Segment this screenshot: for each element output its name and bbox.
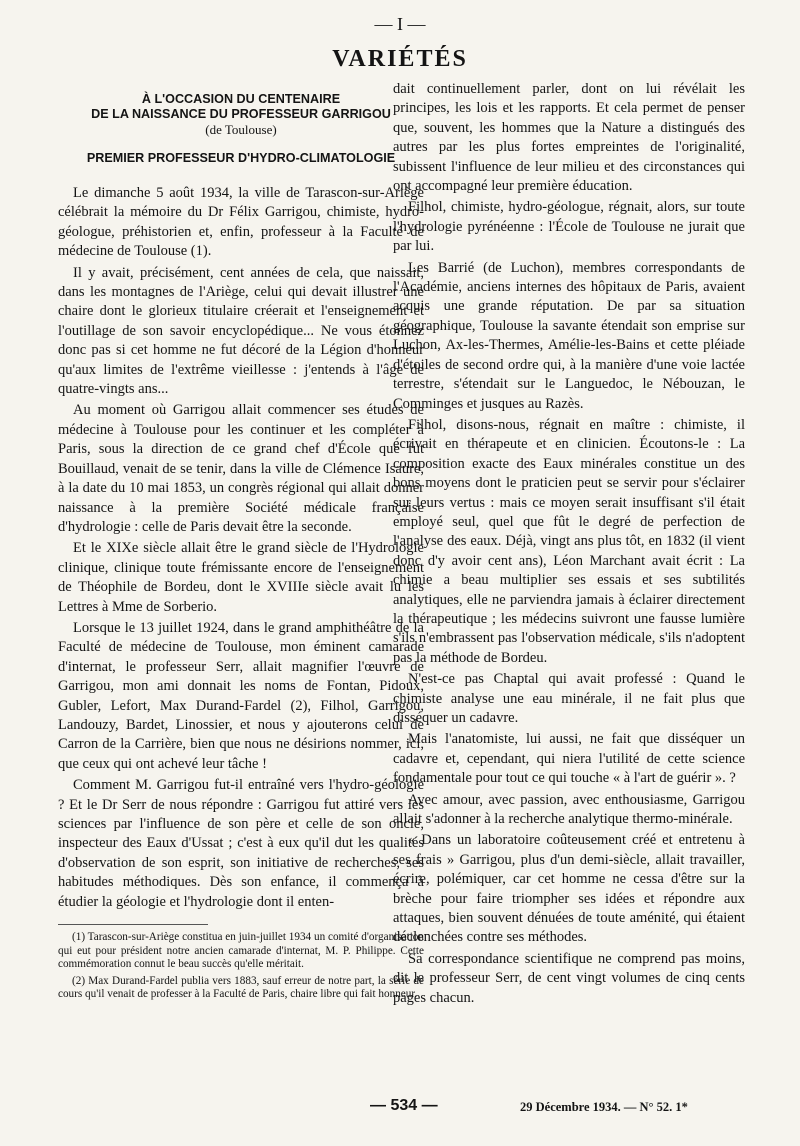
right-column <box>393 80 745 1008</box>
right-paragraph: Les Barrié (de Luchon), membres correspondants de l'Académie, anciens internes des hôpitaux de Paris, avaient acquis une grande réputation. De par sa situation géographique, Toulouse la savante étendait son emprise sur Luchon, Ax-les-Thermes, Amélie-les-Bains et cette pléiade d'étoiles de second ordre qui, à la manière d'une voie lactée terrestre, s'étendait sur le Languedoc, le Nébouzan, le Comminges et jusques au Razès. <box>393 259 745 412</box>
right-paragraph: dait continuellement parler, dont on lui révélait les principes, les lois et les rapports. Et cela permet de penser que, souvent, les hommes que la Nature a distingués des autres par les plus fortes empreintes de l'originalité, subissent l'influence de leur milieu et des circonstances qui ont accompagné leur première éducation. <box>393 81 745 195</box>
left-paragraph: Comment M. Garrigou fut-il entraîné vers l'hydro-géologie ? Et le Dr Serr de nous répondre : Garrigou fut attiré vers les sciences par l'influence de son père et celle de son oncle, inspecteur des Eaux d'Ussat ; c'est à eux qu'il dut les qualités d'observation de son esprit, son initiative de recherches, ses habitudes méthodiques. Dès son enfance, il commença à étudier la géologie et l'hydrologie dont il enten- <box>58 777 424 910</box>
left-paragraph: Le dimanche 5 août 1934, la ville de Tarascon-sur-Ariège célébrait la mémoire du Dr Félix Garrigou, chimiste, hydro-géologue, préhistorien et, enfin, professeur à la Faculté de médecine de Toulouse (1). <box>58 185 424 260</box>
article-heading-line-2: DE LA NAISSANCE DU PROFESSEUR GARRIGOU <box>91 107 391 121</box>
left-paragraph: Lorsque le 13 juillet 1924, dans le grand amphithéâtre de la Faculté de médecine de Toulouse, mon éminent camarade d'internat, le professeur Serr, allait magnifier l'œuvre de Garrigou, mon ami donnait les noms de Fontan, Pidoux, Gubler, Lefort, Max Durand-Fardel (2), Filhol, Garrigou, Landouzy, Bardet, Linossier, et nous y ajouterons celui de Carron de la Carrière, bien que nous ne désirions nommer, ici, que ceux qui ont achevé leur tâche ! <box>58 619 424 772</box>
left-column <box>58 92 424 1002</box>
right-paragraph: Mais l'anatomiste, lui aussi, ne fait que disséquer un cadavre et, cependant, qui niera l'utilité de cette science fondamentale pour tout ce qui touche « à l'art de guérir ». ? <box>393 731 745 787</box>
right-paragraph: N'est-ce pas Chaptal qui avait professé : Quand le chimiste analyse une eau minérale, il ne fait plus que disséquer un cadavre. <box>393 671 745 726</box>
left-paragraph: Au moment où Garrigou allait commencer ses études de médecine à Toulouse pour les continuer et les compléter à Paris, sous la direction de ce grand chef d'École que fut Bouillaud, venait de se tenir, dans la ville de Clémence Isaure, à la date du 10 mai 1853, un congrès régional qui allait donner naissance à la première Société médicale française d'hydrologie : celle de Paris devait être la seconde. <box>58 402 424 535</box>
top-page-mark: — I — <box>374 14 426 34</box>
article-heading-line-1: À L'OCCASION DU CENTENAIRE <box>141 92 341 106</box>
right-paragraph: Avec amour, avec passion, avec enthousiasme, Garrigou allait s'adonner à la recherche analytique thermo-minérale. <box>393 791 745 828</box>
article-heading-line-3: (de Toulouse) <box>205 122 277 137</box>
page-footer <box>0 1097 800 1121</box>
right-paragraph: « Dans un laboratoire coûteusement créé et entretenu à ses frais » Garrigou, plus d'un demi-siècle, allait travailler, écrire, polémiquer, car cet homme ne cessa d'être sur la brèche pour faire triompher ses idées et répondre aux attaques, bien souvent dénuées de toute aménité, qui étaient déclenchées contre ses méthodes. <box>393 832 745 946</box>
right-paragraph: Filhol, disons-nous, régnait en maître : chimiste, il écrivait en thérapeute et en clinicien. Écoutons-le : La composition exacte des Eaux minérales constitue un des bons moyens dont le praticien peut se servir pour s'éclairer sur leurs vertus : mais ce moyen serait insuffisant s'il était employé seul, quel que fût le degré de perfection de l'analyse des eaux. Déjà, vingt ans plus tôt, en 1832 (il vient donc d'y avoir cent ans), Léon Marchant avait écrit : La chimie a beau multiplier ses essais et ses subtilités analytiques, elle ne parviendra jamais à éclairer directement la thérapeutique ; les médecins suivront une fausse lumière s'ils n'embrassent pas l'observation médicale, s'ils n'adoptent pas la méthode de Bordeu. <box>393 416 745 666</box>
section-rubric: VARIÉTÉS <box>332 46 468 72</box>
issue-date: 29 Décembre 1934. — N° 52. 1* <box>520 1100 688 1114</box>
footnote: (1) Tarascon-sur-Ariège constitua en juin-juillet 1934 un comité d'organisation qui eut pour président notre ancien camarade d'internat, M. P. Philippe. Cette commémoration connut le beau succès qu'elle méritait. <box>58 931 424 971</box>
footnote: (2) Max Durand-Fardel publia vers 1883, sauf erreur de notre part, la série de cours qu'il venait de professer à la Faculté de Paris, chaire libre qui fait honneur. <box>58 974 424 1001</box>
right-paragraph: Filhol, chimiste, hydro-géologue, régnait, alors, sur toute l'hydrologie pyrénéenne : l'École de Toulouse ne jurait que par lui. <box>393 199 745 255</box>
left-paragraph: Et le XIXe siècle allait être le grand siècle de l'Hydrologie clinique, clinique toute frémissante encore de l'enseignement de Théophile de Bordeu, dont le XVIIIe siècle avait lu les Lettres à Mme de Sorberio. <box>58 540 424 615</box>
left-paragraph: Il y avait, précisément, cent années de cela, que naissait, dans les montagnes de l'Ariège, celui qui devait illustrer une chaire dont le glorieux titulaire créerait et l'enseignement et l'outillage de son savoir encyclopédique... Ne vous étonnez donc pas si cet homme ne fut décoré de la Légion d'honneur qu'aux limites de l'extrême vieillesse : j'entends à l'âge de quatre-vingts ans... <box>58 264 424 398</box>
article-heading-line-4: PREMIER PROFESSEUR D'HYDRO-CLIMATOLOGIE <box>86 151 396 165</box>
footnote-separator <box>58 924 208 925</box>
right-paragraph: Sa correspondance scientifique ne comprend pas moins, dit le professeur Serr, de cent vingt volumes de cinq cents pages chacun. <box>393 950 745 1006</box>
page-number: — 534 — <box>370 1097 438 1114</box>
